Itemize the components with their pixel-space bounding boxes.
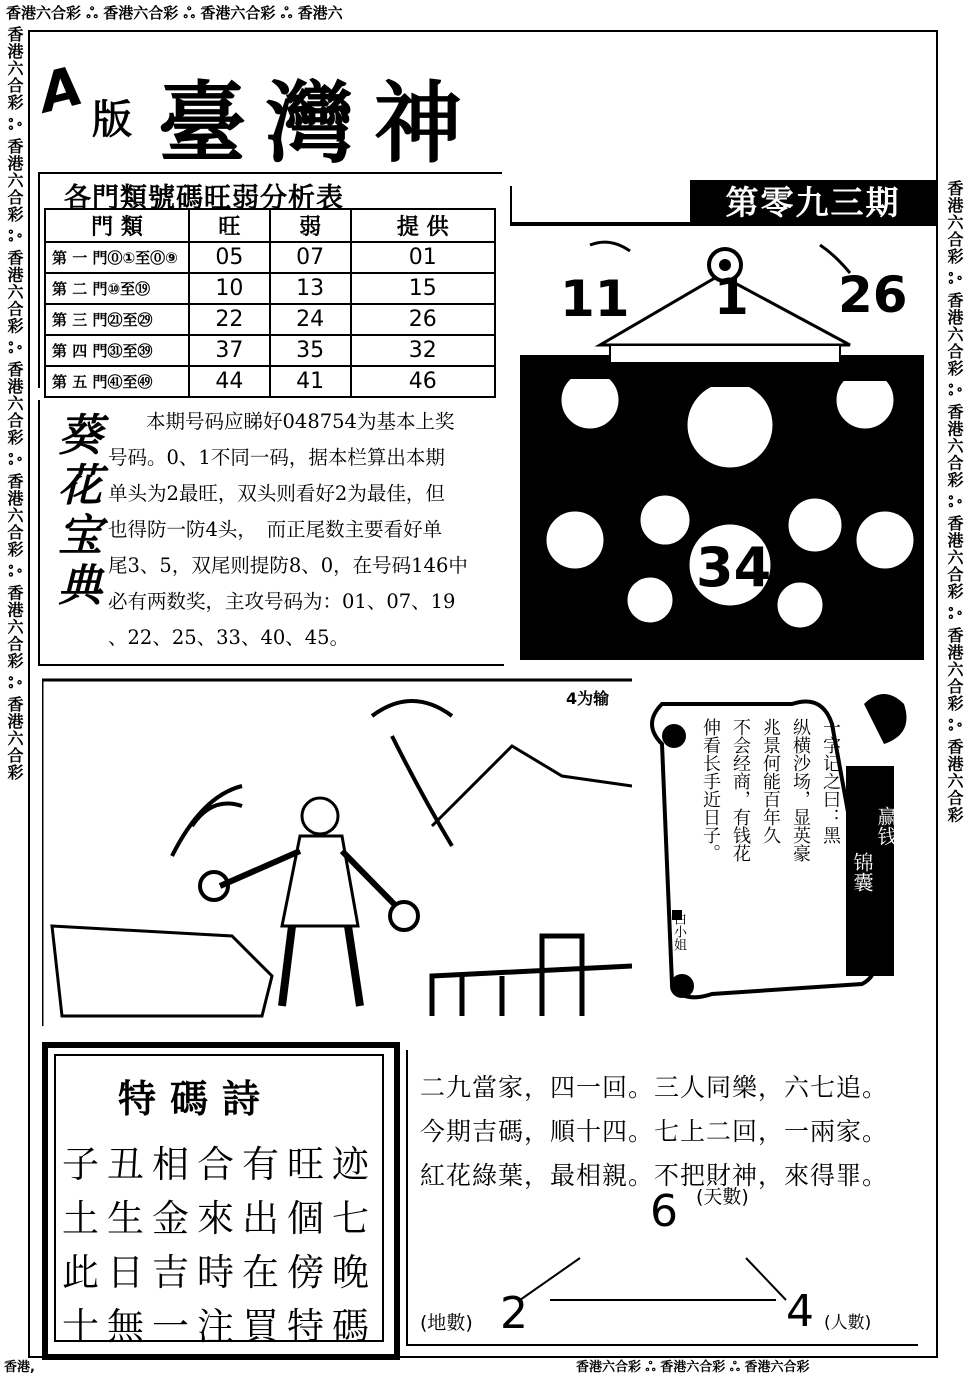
brocade-line: 伸看长手近日子。 [700, 718, 721, 862]
right-border-text: 香港六合彩 ஃ 香港六合彩 ஃ 香港六合彩 ஃ 香港六合彩 ஃ 香港六合彩 ஃ 香港六合彩 [945, 180, 964, 824]
column-header: 弱 [270, 209, 351, 242]
offer-cell: 26 [351, 304, 496, 335]
gods-number: 34 [696, 536, 772, 599]
door-cell: 第 一 門⓪①至⓪⑨ [45, 242, 189, 273]
god-hat [564, 363, 616, 379]
kuihua-line: 本期号码应睇好048754为基本上奖 [146, 410, 455, 433]
human-number: 4 [786, 1286, 814, 1337]
tip-line: 今期吉碼，順十四。七上二回，一兩家。 [420, 1117, 889, 1146]
masthead [33, 48, 500, 175]
branch [172, 786, 242, 856]
edition-letter: A [33, 53, 89, 126]
top-border-text: 香港六合彩 ஃ 香港六合彩 ஃ 香港六合彩 ஃ 香港六 [6, 4, 343, 22]
number-triangle [480, 1200, 810, 1310]
issue-badge: 第零九三期 [690, 180, 936, 226]
kuihua-line: 必有两数奖，主攻号码为：01、07、19 [108, 590, 456, 613]
kuihua-line: 尾3、5，双尾则提防8、0，在号码146中 [108, 554, 468, 577]
masthead-title: 臺灣神 [158, 71, 483, 175]
human-label: (人數) [824, 1313, 872, 1333]
man-body [282, 836, 358, 926]
offer-cell: 32 [351, 335, 496, 366]
bird-left [590, 242, 630, 251]
brocade-line: 一字记之曰：黑 [820, 718, 841, 844]
god-hat [838, 363, 892, 381]
table-header-row [45, 209, 495, 242]
door-cell: 第 三 門㉑至㉙ [45, 304, 189, 335]
god-face [626, 576, 674, 624]
earth-label: (地數) [420, 1312, 473, 1334]
kuihua-line: 单头为2最旺，双头则看好2为最佳，但 [108, 482, 445, 505]
scroll-roll-top [662, 724, 686, 748]
gods-number: 1 [714, 268, 749, 326]
issue-bracket-vertical [510, 186, 512, 226]
scroll-roll-bottom [670, 974, 694, 998]
poem-line: 土生金來出個七 [62, 1197, 377, 1240]
weak-cell: 13 [270, 273, 351, 304]
god-hat [690, 363, 770, 387]
poem-line: 子丑相合有旺迹 [62, 1143, 377, 1186]
brocade-line: 兆景何能百年久 [760, 718, 781, 844]
analysis-table [44, 208, 496, 398]
platform [52, 926, 272, 1016]
man-legs [282, 926, 360, 1006]
weak-cell: 41 [270, 366, 351, 397]
bottom-border-text: 香港六合彩 ஃ 香港六合彩 ஃ 香港六合彩 [576, 1360, 810, 1375]
ring-toss-illustration [42, 676, 632, 1026]
heaven-label: (天數) [696, 1186, 749, 1208]
heaven-number: 6 [650, 1186, 678, 1237]
poem-title: 特碼詩 [118, 1076, 275, 1121]
column-header: 提 供 [351, 209, 496, 242]
tip-line: 紅花綠葉，最相親。不把財神，來得罪。 [420, 1161, 889, 1190]
door-cell: 第 四 門㉛至㊴ [45, 335, 189, 366]
strong-cell: 10 [189, 273, 270, 304]
left-border-text: 香港六合彩 ஃ 香港六合彩 ஃ 香港六合彩 ஃ 香港六合彩 ஃ 香港六合彩 ஃ 香港六合彩 ஃ 香港六合彩 [5, 26, 24, 782]
strong-cell: 44 [189, 366, 270, 397]
table-row [45, 304, 495, 335]
fence [432, 936, 632, 1016]
brocade-bag-label: 锦囊 [850, 852, 874, 892]
triangle-edge [746, 1258, 786, 1300]
god-face [545, 510, 605, 570]
bottom-left-border-text: 香港, [4, 1360, 35, 1375]
door-cell: 第 二 門⑩至⑲ [45, 273, 189, 304]
ring-right [390, 902, 418, 930]
column-header: 旺 [189, 209, 270, 242]
mountain-line [432, 746, 632, 826]
god-face [855, 510, 915, 570]
strong-cell: 22 [189, 304, 270, 335]
gods-number: 11 [560, 270, 630, 328]
pine-tree [372, 701, 452, 846]
brocade-label [846, 766, 898, 976]
brocade-line: 不会经商，有钱花 [730, 718, 751, 862]
weak-cell: 24 [270, 304, 351, 335]
kuihua-body [108, 404, 502, 656]
tip-line: 二九當家，四一回。三人同樂，六七追。 [420, 1073, 889, 1102]
kuihua-line: 、22、25、33、40、45。 [108, 626, 350, 649]
kuihua-title: 葵花宝典 [50, 412, 101, 612]
earth-number: 2 [500, 1288, 528, 1339]
lose-note: 4为输 [566, 689, 610, 708]
god-face [686, 381, 774, 469]
brocade-line: 纵横沙场，显英豪 [790, 718, 811, 862]
offer-cell: 46 [351, 366, 496, 397]
weak-cell: 07 [270, 242, 351, 273]
analysis-table-title: 各門類號碼旺弱分析表 [64, 183, 344, 214]
offer-cell: 01 [351, 242, 496, 273]
door-cell: 第 五 門㊶至㊾ [45, 366, 189, 397]
table-row [45, 242, 495, 273]
brocade-signature: 白小姐 [671, 912, 686, 951]
poem-line: 此日吉時在傍晚 [62, 1251, 377, 1294]
table-row [45, 273, 495, 304]
kuihua-line: 也得防一防4头， 而正尾数主要看好单 [108, 518, 443, 541]
god-face [787, 497, 843, 553]
gods-number: 26 [838, 266, 908, 324]
temple-beam [610, 345, 840, 363]
edition-suffix: 版 [92, 96, 132, 143]
triangle-edge [520, 1258, 580, 1300]
man-head [302, 798, 338, 834]
offer-cell: 15 [351, 273, 496, 304]
god-face [776, 581, 824, 629]
kuihua-line: 号码。0、1不同一码，据本栏算出本期 [108, 446, 445, 469]
weak-cell: 35 [270, 335, 351, 366]
poem-line: 十無一注買特碼 [62, 1305, 377, 1348]
money-bag-icon [864, 694, 907, 744]
column-header: 門 類 [45, 209, 189, 242]
strong-cell: 37 [189, 335, 270, 366]
win-money-label: 赢钱 [874, 806, 898, 846]
strong-cell: 05 [189, 242, 270, 273]
god-face [639, 494, 691, 546]
table-row [45, 366, 495, 397]
table-row [45, 335, 495, 366]
